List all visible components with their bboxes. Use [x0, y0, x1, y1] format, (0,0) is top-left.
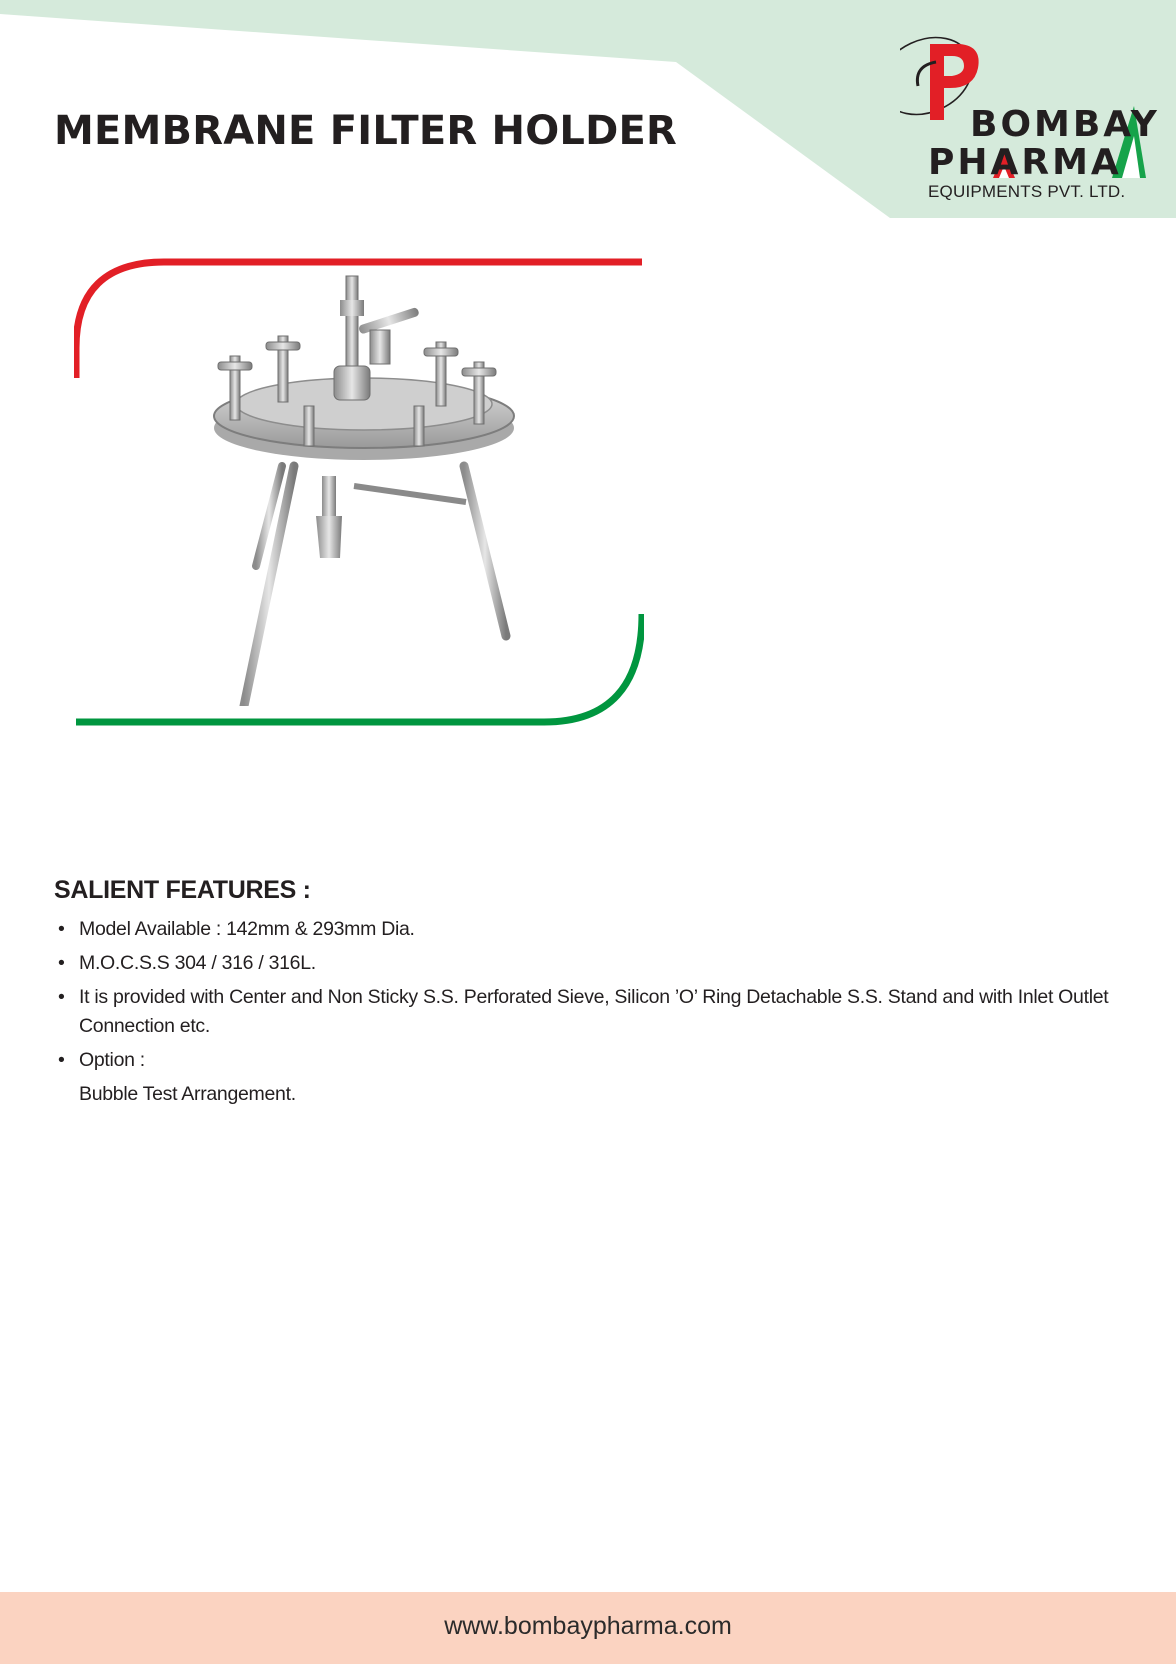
list-item: • Model Available : 142mm & 293mm Dia. [54, 915, 1124, 944]
logo-word-pharma: PHARMA [928, 142, 1122, 183]
footer-bar [0, 1592, 1176, 1664]
list-item: • Option : [54, 1046, 1124, 1075]
logo-subtitle: EQUIPMENTS PVT. LTD. [928, 182, 1126, 201]
list-item: • M.O.C.S.S 304 / 316 / 316L. [54, 949, 1124, 978]
product-image-frame [74, 258, 644, 726]
option-detail: Bubble Test Arrangement. [79, 1083, 296, 1105]
list-item: • It is provided with Center and Non Sticky S.S. Perforated Sieve, Silicon ’O’ Ring Detachable S.S. Stand and with Inlet Outlet Connection etc. [54, 983, 1124, 1041]
bullet-icon: • [58, 1049, 65, 1071]
bullet-icon: • [58, 986, 65, 1008]
salient-features [54, 876, 1124, 1109]
website-link[interactable]: www.bombaypharma.com [444, 1612, 732, 1640]
logo-word-bombay: BOMBAY [970, 104, 1160, 145]
features-list [54, 915, 1124, 1075]
membrane-filter-holder-icon [174, 266, 554, 706]
company-logo [900, 36, 1160, 206]
bullet-icon: • [58, 952, 65, 974]
features-heading: SALIENT FEATURES : [54, 876, 311, 904]
page-title: MEMBRANE FILTER HOLDER [54, 108, 678, 154]
bullet-icon: • [58, 918, 65, 940]
